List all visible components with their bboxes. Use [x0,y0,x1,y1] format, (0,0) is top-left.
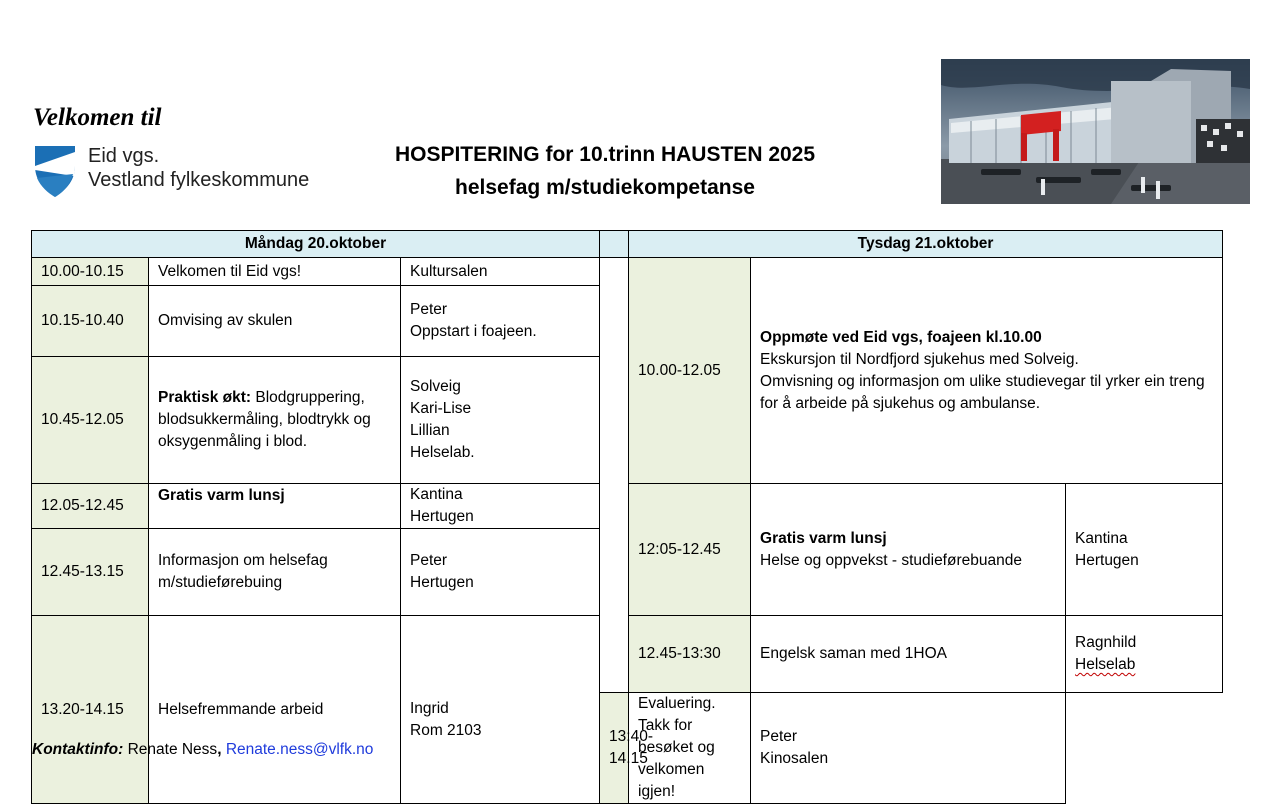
monday-activity [149,357,401,484]
who-line: Peter [760,728,798,745]
activity-line: Ekskursjon til Nordfjord sjukehus med Solveig. [760,350,1079,368]
schedule-table [31,230,1223,804]
who-line: Kultursalen [410,262,488,280]
contact-email-link[interactable]: Renate.ness@vlfk.no [225,741,374,758]
tuesday-activity [629,693,751,804]
who-line: Hertugen [410,508,474,525]
tuesday-header: Tysdag 21.oktober [629,231,1223,258]
activity-text: Helse og oppvekst - studieførebuande [760,551,1022,569]
day-header-row [32,231,1223,258]
who-line: Hertugen [410,574,474,591]
day-gap [600,258,629,693]
school-building-photo [941,59,1250,204]
tuesday-who [1066,484,1223,616]
tuesday-who [751,693,1066,804]
title-line-1: HOSPITERING for 10.trinn HAUSTEN 2025 [394,143,816,166]
activity-text: Omvising av skulen [158,312,293,329]
contact-name: Renate Ness [127,741,218,758]
tuesday-activity [751,484,1066,616]
monday-activity [149,616,401,804]
activity-text: Helsefremmande arbeid [158,700,324,718]
monday-time: 10.15-10.40 [32,286,149,357]
contact-separator: , [217,741,222,758]
tuesday-time: 13:40- 14.15 [600,693,629,804]
who-line: Lillian [410,422,450,439]
activity-bold: Gratis varm lunsj [760,529,887,547]
monday-time: 12.45-13.15 [32,529,149,616]
contact-info [32,741,373,759]
logo-line-2: Vestland fylkeskommune [88,169,310,191]
monday-who [401,484,600,529]
who-line: Solveig [410,378,461,395]
who-line: Kinosalen [760,750,829,767]
who-line: Hertugen [1075,551,1139,569]
activity-bold: Oppmøte ved Eid vgs, foajeen kl.10.00 [760,328,1042,346]
who-line: Helselab [1075,656,1136,673]
monday-who [401,616,600,804]
monday-activity [149,286,401,357]
activity-text: Velkomen til Eid vgs! [158,262,302,280]
activity-bold: Praktisk økt: [158,389,252,406]
page-title [340,138,870,204]
monday-activity [149,484,401,529]
activity-bold: Gratis varm lunsj [158,487,285,504]
logo-line-1: Eid vgs. [88,145,160,167]
activity-text: Informasjon om helsefag m/studieførebuing [158,552,328,591]
who-line: Ingrid [410,699,449,717]
monday-time: 10.45-12.05 [32,357,149,484]
who-line: Peter [410,301,448,318]
who-line: Oppstart i foajeen. [410,323,537,340]
shield-logo-icon [34,144,76,198]
activity-text: Blodgruppering, blodsukkermåling, blodtrykk og oksygenmåling i blod. [158,389,371,450]
monday-activity [149,529,401,616]
monday-time: 12.05-12.45 [32,484,149,529]
monday-activity [149,258,401,286]
who-line: Rom 2103 [410,721,482,739]
who-line: Peter [410,552,448,569]
monday-who [401,258,600,286]
monday-who [401,529,600,616]
tuesday-activity [751,258,1223,484]
tuesday-activity [751,616,1066,693]
tuesday-time: 10.00-12.05 [629,258,751,484]
tuesday-time: 12:05-12.45 [629,484,751,616]
monday-who [401,357,600,484]
monday-header: Måndag 20.oktober [32,231,600,258]
title-line-2: helsefag m/studiekompetanse [455,176,755,199]
contact-label: Kontaktinfo: [32,741,124,758]
school-logo [34,144,344,200]
monday-who [401,286,600,357]
who-line: Helselab. [410,444,475,461]
activity-line: Evaluering. [638,695,716,712]
who-line: Kantina [1075,529,1128,547]
welcome-heading: Velkomen til [33,104,162,131]
tuesday-time: 12.45-13:30 [629,616,751,693]
activity-line: Omvisning og informasjon om ulike studievegar til yrker ein treng for å arbeide på sjukehus og ambulanse. [760,372,1205,412]
table-row [32,258,1223,286]
activity-line: Takk for besøket og velkomen igjen! [638,717,715,800]
monday-time: 13.20-14.15 [32,616,149,804]
who-line: Kari-Lise [410,400,472,417]
tuesday-who [1066,616,1223,693]
who-line: Kantina [410,486,463,503]
activity-text: Engelsk saman med 1HOA [760,645,947,662]
who-line: Ragnhild [1075,634,1137,651]
monday-time: 10.00-10.15 [32,258,149,286]
day-gap [600,231,629,258]
